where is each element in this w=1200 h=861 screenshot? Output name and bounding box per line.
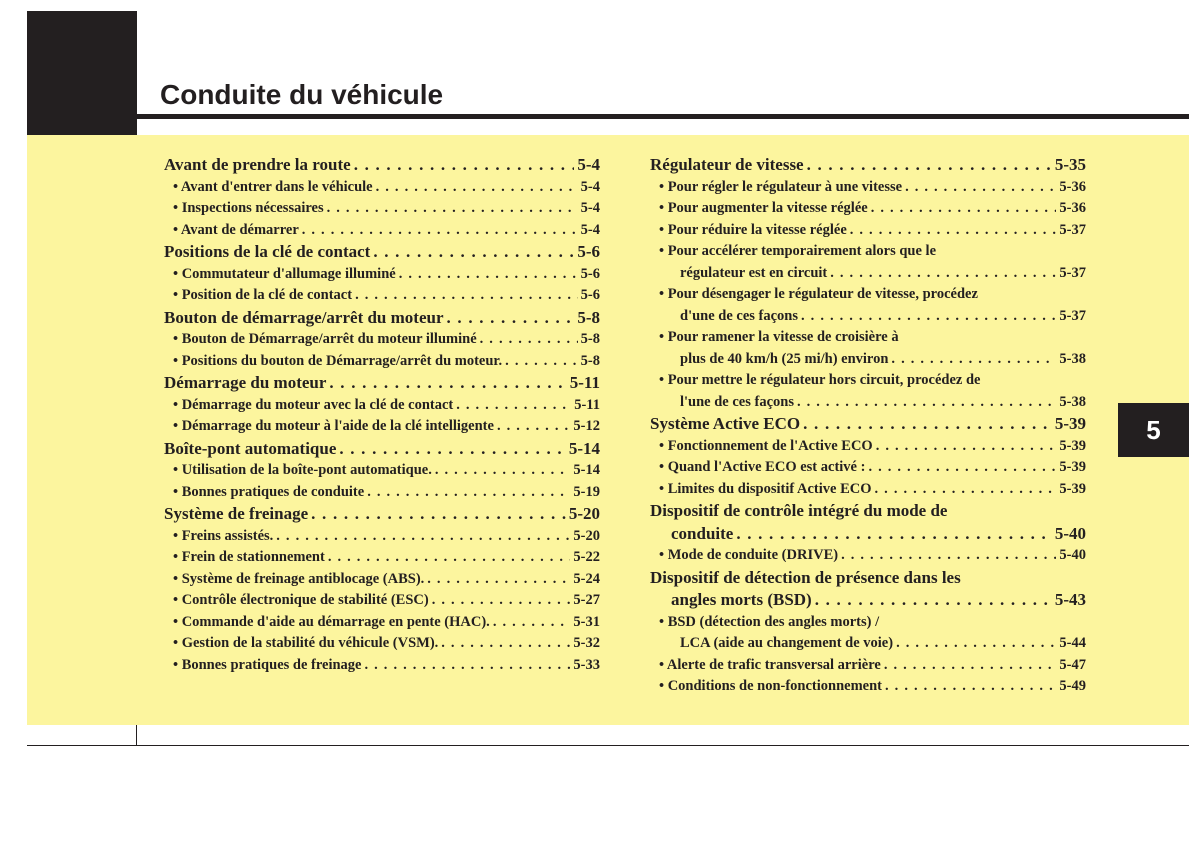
- toc-entry-text: régulateur est en circuit: [680, 264, 828, 281]
- dot-leader: [875, 479, 1057, 501]
- toc-page-number: 5-49: [1059, 678, 1086, 694]
- toc-page-number: 5-11: [569, 373, 600, 392]
- dot-leader: [497, 416, 570, 438]
- toc-entry-text: plus de 40 km/h (25 mi/h) environ: [680, 350, 889, 367]
- toc-page-number: 5-37: [1059, 221, 1086, 238]
- toc-sub-entry: [164, 655, 600, 677]
- toc-page-number: 5-44: [1059, 635, 1086, 651]
- dot-leader: [868, 457, 1056, 479]
- dot-leader: [871, 198, 1057, 220]
- toc-entry-text: • Commande d'aide au démarrage en pente (HAC).: [173, 613, 490, 630]
- toc-entry-text: • Utilisation de la boîte-pont automatique.: [173, 462, 432, 478]
- dot-leader: [441, 633, 570, 655]
- toc-sub-entry: [650, 241, 1086, 263]
- toc-page-number: 5-31: [573, 613, 600, 630]
- toc-section-entry: [650, 523, 1086, 546]
- toc-entry-text: • Démarrage du moteur à l'aide de la clé intelligente: [173, 418, 494, 434]
- toc-section-entry: [164, 372, 600, 395]
- toc-page-number: 5-32: [573, 635, 600, 651]
- toc-page-number: 5-38: [1059, 350, 1086, 367]
- toc-section-entry: [650, 413, 1086, 436]
- toc-sub-entry: [164, 220, 600, 242]
- toc-entry-text: Avant de prendre la route: [164, 155, 351, 174]
- toc-section-entry: [650, 500, 1086, 523]
- toc-entry-text: • Bonnes pratiques de freinage: [173, 656, 362, 673]
- dot-leader: [801, 306, 1056, 328]
- toc-page-number: 5-43: [1054, 590, 1086, 609]
- toc-page-number: 5-6: [580, 265, 600, 282]
- dot-leader: [885, 676, 1056, 698]
- toc-entry-text: • BSD (détection des angles morts) /: [659, 613, 880, 630]
- toc-column-right: [650, 154, 1086, 698]
- header-black-block: [27, 11, 137, 135]
- toc-section-entry: [164, 503, 600, 526]
- toc-entry-text: • Limites du dispositif Active ECO: [659, 480, 872, 497]
- toc-page-number: 5-20: [568, 504, 600, 523]
- toc-sub-entry: [650, 370, 1086, 392]
- dot-leader: [339, 438, 565, 461]
- toc-entry-text: • Position de la clé de contact: [173, 287, 353, 303]
- toc-page-number: 5-24: [573, 570, 600, 587]
- toc-sub-entry: [650, 457, 1086, 479]
- toc-page-number: 5-47: [1059, 656, 1086, 673]
- toc-entry-text: • Commutateur d'allumage illuminé: [173, 265, 396, 282]
- toc-entry-text: • Alerte de trafic transversal arrière: [659, 656, 881, 673]
- toc-entry-text: • Quand l'Active ECO est activé :: [659, 459, 866, 475]
- dot-leader: [328, 547, 571, 569]
- chapter-tab: 5: [1118, 403, 1189, 457]
- toc-page-number: 5-8: [580, 331, 600, 347]
- toc-section-entry: [164, 241, 600, 264]
- dot-leader: [797, 392, 1056, 414]
- toc-entry-text: Système de freinage: [164, 504, 309, 523]
- toc-entry-text: • Système de freinage antiblocage (ABS).: [173, 570, 425, 587]
- toc-sub-entry: [650, 633, 1086, 655]
- dot-leader: [399, 264, 578, 286]
- dot-leader: [493, 612, 571, 634]
- toc-sub-entry: [650, 306, 1086, 328]
- toc-sub-entry: [650, 655, 1086, 677]
- toc-page-number: 5-22: [573, 549, 600, 565]
- dot-leader: [365, 655, 571, 677]
- dot-leader: [276, 526, 570, 548]
- toc-entry-text: • Gestion de la stabilité du véhicule (VSM).: [173, 635, 439, 651]
- toc-entry-text: • Mode de conduite (DRIVE): [659, 547, 839, 563]
- toc-sub-entry: [164, 177, 600, 199]
- toc-sub-entry: [650, 284, 1086, 306]
- dot-leader: [807, 154, 1052, 177]
- toc-entry-text: • Bonnes pratiques de conduite: [173, 483, 365, 500]
- dot-leader: [447, 307, 575, 330]
- toc-sub-entry: [164, 460, 600, 482]
- toc-sub-entry: [164, 395, 600, 417]
- toc-page-number: 5-20: [573, 527, 600, 544]
- toc-sub-entry: [650, 676, 1086, 698]
- toc-entry-text: • Pour désengager le régulateur de vitesse, procédez: [659, 286, 978, 302]
- toc-page-number: 5-39: [1059, 459, 1086, 475]
- dot-leader: [367, 482, 570, 504]
- toc-entry-text: Démarrage du moteur: [164, 373, 327, 392]
- dot-leader: [376, 177, 578, 199]
- toc-page-number: 5-27: [573, 592, 600, 608]
- toc-page-number: 5-4: [577, 155, 600, 174]
- toc-page-number: 5-39: [1059, 480, 1086, 497]
- toc-entry-text: • Pour régler le régulateur à une vitesse: [659, 178, 903, 195]
- toc-page-number: 5-36: [1059, 200, 1086, 216]
- dot-leader: [435, 460, 571, 482]
- toc-entry-text: d'une de ces façons: [680, 307, 799, 324]
- toc-sub-entry: [164, 482, 600, 504]
- toc-section-entry: [164, 307, 600, 330]
- toc-sub-entry: [164, 612, 600, 634]
- toc-entry-text: • Freins assistés.: [173, 527, 274, 544]
- dot-leader: [505, 351, 577, 373]
- dot-leader: [302, 220, 578, 242]
- toc-sub-entry: [164, 416, 600, 438]
- toc-sub-entry: [650, 392, 1086, 414]
- toc-page-number: 5-14: [573, 462, 600, 478]
- toc-page-number: 5-14: [568, 438, 600, 458]
- dot-leader: [480, 329, 578, 351]
- toc-page-number: 5-6: [580, 287, 600, 303]
- toc-page-number: 5-38: [1059, 393, 1086, 410]
- toc-sub-entry: [164, 264, 600, 286]
- toc-sub-entry: [164, 526, 600, 548]
- dot-leader: [896, 633, 1056, 655]
- toc-page-number: 5-39: [1054, 414, 1086, 433]
- toc-entry-text: l'une de ces façons: [680, 393, 794, 410]
- dot-leader: [815, 589, 1052, 612]
- toc-entry-text: • Contrôle électronique de stabilité (ESC): [173, 592, 429, 608]
- dot-leader: [354, 154, 575, 177]
- toc-sub-entry: [650, 220, 1086, 242]
- toc-sub-entry: [164, 329, 600, 351]
- dot-leader: [841, 545, 1056, 567]
- toc-entry-text: • Conditions de non-fonctionnement: [659, 678, 883, 694]
- toc-entry-text: conduite: [671, 523, 734, 543]
- toc-sub-entry: [164, 547, 600, 569]
- toc-sub-entry: [650, 545, 1086, 567]
- toc-entry-text: • Inspections nécessaires: [173, 200, 324, 216]
- page-title: Conduite du véhicule: [160, 79, 444, 110]
- toc-entry-text: • Avant de démarrer: [173, 221, 299, 238]
- toc-sub-entry: [164, 198, 600, 220]
- toc-entry-text: Système Active ECO: [650, 414, 801, 433]
- toc-page-number: 5-19: [573, 483, 600, 500]
- toc-entry-text: • Pour augmenter la vitesse réglée: [659, 200, 868, 216]
- dot-leader: [427, 569, 570, 591]
- dot-leader: [803, 413, 1052, 436]
- toc-entry-text: • Avant d'entrer dans le véhicule: [173, 178, 373, 195]
- dot-leader: [891, 349, 1056, 371]
- toc-section-entry: [164, 438, 600, 461]
- toc-sub-entry: [650, 479, 1086, 501]
- toc-section-entry: [164, 154, 600, 177]
- toc-sub-entry: [650, 612, 1086, 634]
- toc-sub-entry: [650, 198, 1086, 220]
- dot-leader: [432, 590, 571, 612]
- toc-page-number: 5-6: [577, 242, 600, 261]
- toc-entry-text: • Pour mettre le régulateur hors circuit, procédez de: [659, 372, 981, 388]
- toc-page-number: 5-4: [580, 178, 600, 195]
- toc-column-left: [164, 154, 600, 676]
- toc-section-entry: [650, 567, 1086, 590]
- toc-entry-text: angles morts (BSD): [671, 590, 812, 609]
- toc-page-number: 5-4: [580, 200, 600, 216]
- toc-sub-entry: [650, 349, 1086, 371]
- toc-page-number: 5-36: [1059, 178, 1086, 195]
- dot-leader: [884, 655, 1057, 677]
- toc-entry-text: • Pour réduire la vitesse réglée: [659, 221, 847, 238]
- toc-entry-text: • Positions du bouton de Démarrage/arrêt du moteur.: [173, 352, 503, 369]
- toc-page-number: 5-33: [573, 656, 600, 673]
- dot-leader: [850, 220, 1057, 242]
- dot-leader: [311, 503, 566, 526]
- toc-section-entry: [650, 589, 1086, 612]
- toc-sub-entry: [164, 351, 600, 373]
- toc-entry-text: • Pour ramener la vitesse de croisière à: [659, 329, 899, 345]
- toc-entry-text: LCA (aide au changement de voie): [680, 635, 894, 651]
- dot-leader: [373, 241, 574, 264]
- toc-sub-entry: [650, 177, 1086, 199]
- dot-leader: [876, 436, 1057, 458]
- toc-entry-text: • Fonctionnement de l'Active ECO: [659, 437, 873, 454]
- toc-sub-entry: [164, 633, 600, 655]
- toc-page-number: 5-37: [1059, 264, 1086, 281]
- toc-page-number: 5-40: [1059, 547, 1086, 563]
- title-underline-rule: [137, 114, 1189, 119]
- dot-leader: [456, 395, 571, 417]
- dot-leader: [327, 198, 578, 220]
- toc-page-number: 5-11: [574, 396, 600, 413]
- toc-entry-text: Boîte-pont automatique: [164, 438, 337, 458]
- dot-leader: [905, 177, 1056, 199]
- toc-entry-text: • Pour accélérer temporairement alors que le: [659, 243, 937, 259]
- toc-page-number: 5-8: [580, 352, 600, 369]
- toc-sub-entry: [650, 263, 1086, 285]
- dot-leader: [736, 523, 1051, 546]
- toc-entry-text: Bouton de démarrage/arrêt du moteur: [164, 307, 444, 327]
- toc-page-number: 5-8: [577, 307, 600, 327]
- dot-leader: [355, 285, 578, 307]
- toc-entry-text: Positions de la clé de contact: [164, 242, 371, 261]
- toc-entry-text: • Frein de stationnement: [173, 549, 325, 565]
- toc-entry-text: • Démarrage du moteur avec la clé de contact: [173, 396, 454, 413]
- toc-entry-text: Dispositif de contrôle intégré du mode de: [650, 501, 948, 520]
- toc-entry-text: Dispositif de détection de présence dans les: [650, 567, 961, 587]
- toc-entry-text: • Bouton de Démarrage/arrêt du moteur illuminé: [173, 331, 477, 347]
- toc-page-number: 5-4: [580, 221, 600, 238]
- dot-leader: [830, 263, 1056, 285]
- toc-page-number: 5-39: [1059, 437, 1086, 454]
- toc-sub-entry: [164, 590, 600, 612]
- toc-sub-entry: [650, 327, 1086, 349]
- toc-entry-text: Régulateur de vitesse: [650, 155, 804, 174]
- toc-sub-entry: [650, 436, 1086, 458]
- toc-page-number: 5-37: [1059, 307, 1086, 324]
- toc-page-number: 5-35: [1054, 155, 1086, 174]
- toc-sub-entry: [164, 569, 600, 591]
- toc-sub-entry: [164, 285, 600, 307]
- toc-page-number: 5-40: [1054, 523, 1086, 543]
- dot-leader: [329, 372, 566, 395]
- toc-page-number: 5-12: [573, 418, 600, 434]
- bottom-rule: [27, 745, 1189, 746]
- toc-section-entry: [650, 154, 1086, 177]
